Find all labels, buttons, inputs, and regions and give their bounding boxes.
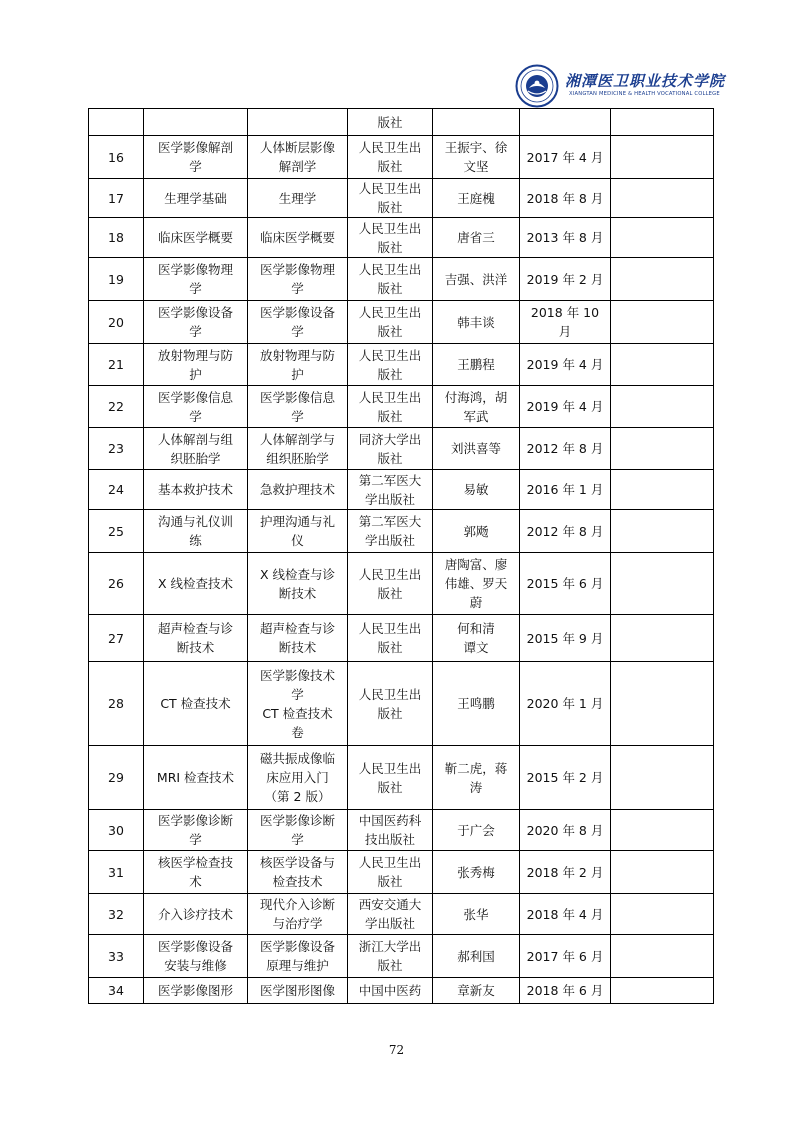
cell-author: 于广会 — [433, 810, 520, 851]
cell-note — [611, 810, 714, 851]
table-row — [89, 344, 714, 386]
cell-note — [611, 746, 714, 810]
cell-date: 2012 年 8 月 — [520, 510, 611, 553]
cell-course: 基本救护技术 — [144, 470, 248, 510]
cell-number: 16 — [89, 136, 144, 179]
cell-textbook: 磁共振成像临 床应用入门 （第 2 版） — [248, 746, 348, 810]
cell-textbook: 医学影像设备 学 — [248, 301, 348, 344]
cell-course: 医学影像物理 学 — [144, 258, 248, 301]
cell-author: 何和清 谭文 — [433, 615, 520, 662]
cell-date: 2013 年 8 月 — [520, 218, 611, 258]
cell-date: 2015 年 9 月 — [520, 615, 611, 662]
cell-textbook: 医学影像物理 学 — [248, 258, 348, 301]
cell-course: 沟通与礼仪训 练 — [144, 510, 248, 553]
cell-textbook: 医学影像信息 学 — [248, 386, 348, 428]
cell-author: 王鹏程 — [433, 344, 520, 386]
cell-number: 20 — [89, 301, 144, 344]
cell-note — [611, 218, 714, 258]
cell-note — [611, 894, 714, 935]
cell-number: 22 — [89, 386, 144, 428]
cell-number: 24 — [89, 470, 144, 510]
cell-note — [611, 662, 714, 746]
cell-publisher: 人民卫生出 版社 — [348, 386, 433, 428]
cell-author: 王庭槐 — [433, 179, 520, 218]
cell-date: 2015 年 2 月 — [520, 746, 611, 810]
cell-date: 2018 年 6 月 — [520, 978, 611, 1004]
college-logo — [515, 64, 726, 108]
cell-author: 郝利国 — [433, 935, 520, 978]
cell-date: 2015 年 6 月 — [520, 553, 611, 615]
textbook-table — [88, 108, 714, 1004]
cell-author: 唐省三 — [433, 218, 520, 258]
cell-number: 28 — [89, 662, 144, 746]
cell-textbook: 医学影像技术 学 CT 检查技术 卷 — [248, 662, 348, 746]
cell-note — [611, 510, 714, 553]
cell-author: 吉强、洪洋 — [433, 258, 520, 301]
cell-course: 医学影像设备 学 — [144, 301, 248, 344]
cell-note — [611, 386, 714, 428]
cell-author — [433, 109, 520, 136]
cell-publisher: 人民卫生出 版社 — [348, 615, 433, 662]
cell-course: 超声检查与诊 断技术 — [144, 615, 248, 662]
cell-number: 32 — [89, 894, 144, 935]
cell-course — [144, 109, 248, 136]
cell-textbook: 生理学 — [248, 179, 348, 218]
cell-note — [611, 179, 714, 218]
cell-publisher: 人民卫生出 版社 — [348, 179, 433, 218]
cell-publisher: 中国医药科 技出版社 — [348, 810, 433, 851]
cell-date: 2017 年 4 月 — [520, 136, 611, 179]
cell-date: 2017 年 6 月 — [520, 935, 611, 978]
cell-publisher: 浙江大学出 版社 — [348, 935, 433, 978]
cell-author: 王振宇、徐 文坚 — [433, 136, 520, 179]
cell-date: 2016 年 1 月 — [520, 470, 611, 510]
table-row — [89, 746, 714, 810]
cell-textbook: 护理沟通与礼 仪 — [248, 510, 348, 553]
cell-publisher: 人民卫生出 版社 — [348, 553, 433, 615]
cell-note — [611, 258, 714, 301]
cell-course: 介入诊疗技术 — [144, 894, 248, 935]
table-row — [89, 386, 714, 428]
cell-note — [611, 470, 714, 510]
cell-course: 医学影像诊断 学 — [144, 810, 248, 851]
cell-note — [611, 301, 714, 344]
table-row — [89, 810, 714, 851]
cell-number: 17 — [89, 179, 144, 218]
cell-course: 医学影像设备 安装与维修 — [144, 935, 248, 978]
cell-textbook: 核医学设备与 检查技术 — [248, 851, 348, 894]
cell-course: CT 检查技术 — [144, 662, 248, 746]
cell-number: 23 — [89, 428, 144, 470]
cell-textbook: 超声检查与诊 断技术 — [248, 615, 348, 662]
cell-author: 唐陶富、廖 伟雄、罗天 蔚 — [433, 553, 520, 615]
cell-note — [611, 978, 714, 1004]
cell-date: 2020 年 1 月 — [520, 662, 611, 746]
cell-publisher: 同济大学出 版社 — [348, 428, 433, 470]
cell-date: 2012 年 8 月 — [520, 428, 611, 470]
table-row — [89, 615, 714, 662]
cell-author: 张华 — [433, 894, 520, 935]
cell-publisher: 版社 — [348, 109, 433, 136]
table-row — [89, 894, 714, 935]
cell-date: 2018 年 2 月 — [520, 851, 611, 894]
cell-author: 王鸣鹏 — [433, 662, 520, 746]
cell-note — [611, 935, 714, 978]
textbook-table-body — [89, 109, 714, 1004]
cell-date: 2018 年 10 月 — [520, 301, 611, 344]
cell-course: 临床医学概要 — [144, 218, 248, 258]
cell-course: 医学影像图形 — [144, 978, 248, 1004]
cell-publisher: 人民卫生出 版社 — [348, 258, 433, 301]
cell-course: 人体解剖与组 织胚胎学 — [144, 428, 248, 470]
cell-number: 31 — [89, 851, 144, 894]
cell-number: 27 — [89, 615, 144, 662]
cell-publisher: 第二军医大 学出版社 — [348, 470, 433, 510]
table-row — [89, 470, 714, 510]
cell-textbook: 人体断层影像 解剖学 — [248, 136, 348, 179]
cell-textbook — [248, 109, 348, 136]
cell-number — [89, 109, 144, 136]
cell-number: 26 — [89, 553, 144, 615]
cell-number: 19 — [89, 258, 144, 301]
cell-number: 30 — [89, 810, 144, 851]
cell-course: 医学影像信息 学 — [144, 386, 248, 428]
cell-course: 放射物理与防 护 — [144, 344, 248, 386]
cell-date: 2018 年 8 月 — [520, 179, 611, 218]
cell-note — [611, 851, 714, 894]
cell-publisher: 中国中医药 — [348, 978, 433, 1004]
cell-publisher: 人民卫生出 版社 — [348, 301, 433, 344]
table-row — [89, 851, 714, 894]
table-row — [89, 136, 714, 179]
cell-author: 章新友 — [433, 978, 520, 1004]
cell-author: 张秀梅 — [433, 851, 520, 894]
cell-note — [611, 615, 714, 662]
cell-note — [611, 553, 714, 615]
cell-textbook: 人体解剖学与 组织胚胎学 — [248, 428, 348, 470]
table-row — [89, 179, 714, 218]
table-row — [89, 428, 714, 470]
cell-publisher: 第二军医大 学出版社 — [348, 510, 433, 553]
cell-note — [611, 109, 714, 136]
cell-textbook: 急救护理技术 — [248, 470, 348, 510]
cell-date: 2019 年 4 月 — [520, 344, 611, 386]
cell-publisher: 人民卫生出 版社 — [348, 746, 433, 810]
cell-textbook: 临床医学概要 — [248, 218, 348, 258]
cell-note — [611, 344, 714, 386]
cell-course: 医学影像解剖 学 — [144, 136, 248, 179]
cell-course: MRI 检查技术 — [144, 746, 248, 810]
cell-course: X 线检查技术 — [144, 553, 248, 615]
table-row — [89, 218, 714, 258]
cell-date: 2020 年 8 月 — [520, 810, 611, 851]
table-row — [89, 510, 714, 553]
page-number: 72 — [388, 1043, 405, 1057]
cell-textbook: 医学图形图像 — [248, 978, 348, 1004]
cell-date: 2019 年 2 月 — [520, 258, 611, 301]
table-row — [89, 662, 714, 746]
cell-course: 核医学检查技 术 — [144, 851, 248, 894]
cell-author: 靳二虎，蒋 涛 — [433, 746, 520, 810]
table-row — [89, 978, 714, 1004]
table-row — [89, 553, 714, 615]
cell-publisher: 人民卫生出 版社 — [348, 662, 433, 746]
table-row — [89, 109, 714, 136]
cell-publisher: 人民卫生出 版社 — [348, 218, 433, 258]
logo-chinese-name: 湘潭医卫职业技术学院 — [565, 72, 726, 90]
cell-textbook: 现代介入诊断 与治疗学 — [248, 894, 348, 935]
table-row — [89, 935, 714, 978]
cell-number: 34 — [89, 978, 144, 1004]
college-seal-icon — [515, 64, 559, 108]
cell-author: 付海鸿，胡 军武 — [433, 386, 520, 428]
cell-number: 29 — [89, 746, 144, 810]
cell-textbook: 医学影像诊断 学 — [248, 810, 348, 851]
cell-author: 易敏 — [433, 470, 520, 510]
cell-number: 18 — [89, 218, 144, 258]
cell-date — [520, 109, 611, 136]
cell-date: 2018 年 4 月 — [520, 894, 611, 935]
cell-author: 郭飏 — [433, 510, 520, 553]
cell-textbook: X 线检查与诊 断技术 — [248, 553, 348, 615]
cell-publisher: 人民卫生出 版社 — [348, 851, 433, 894]
cell-publisher: 人民卫生出 版社 — [348, 136, 433, 179]
cell-publisher: 西安交通大 学出版社 — [348, 894, 433, 935]
cell-note — [611, 136, 714, 179]
logo-english-name: XIANGTAN MEDICINE & HEALTH VOCATIONAL COLLEGE — [569, 91, 720, 97]
cell-course: 生理学基础 — [144, 179, 248, 218]
table-row — [89, 301, 714, 344]
cell-number: 25 — [89, 510, 144, 553]
cell-author: 刘洪喜等 — [433, 428, 520, 470]
cell-date: 2019 年 4 月 — [520, 386, 611, 428]
cell-number: 33 — [89, 935, 144, 978]
cell-note — [611, 428, 714, 470]
cell-textbook: 医学影像设备 原理与维护 — [248, 935, 348, 978]
cell-author: 韩丰谈 — [433, 301, 520, 344]
cell-publisher: 人民卫生出 版社 — [348, 344, 433, 386]
cell-textbook: 放射物理与防 护 — [248, 344, 348, 386]
cell-number: 21 — [89, 344, 144, 386]
table-row — [89, 258, 714, 301]
